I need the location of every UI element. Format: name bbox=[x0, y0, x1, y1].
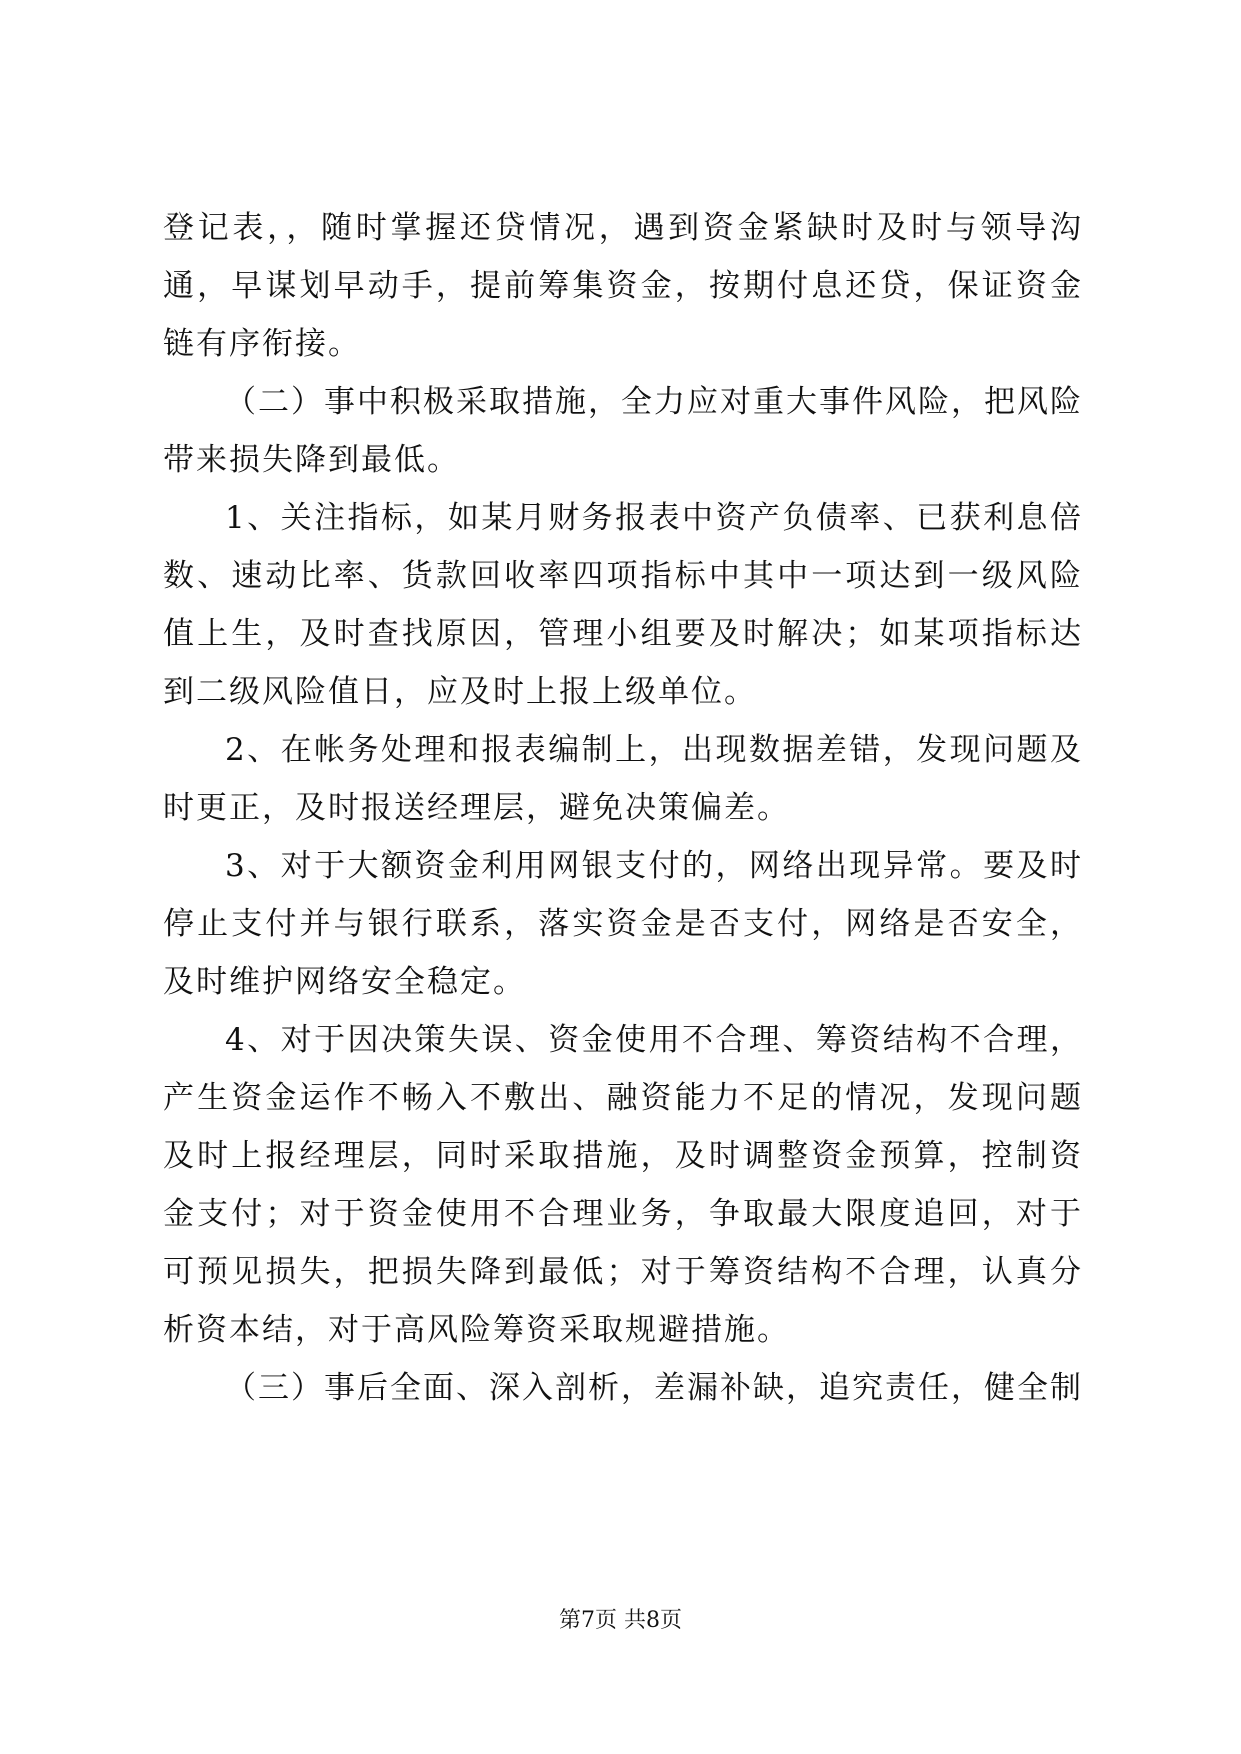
paragraph-item-3: 3、对于大额资金利用网银支付的，网络出现异常。要及时停止支付并与银行联系，落实资金是否支付，网络是否安全，及时维护网络安全稳定。 bbox=[163, 848, 1083, 1000]
paragraph-continuation: 登记表，，随时掌握还贷情况，遇到资金紧缺时及时与领导沟通，早谋划早动手，提前筹集资金，按期付息还贷，保证资金链有序衔接。 bbox=[163, 210, 1083, 362]
paragraph-item-1: 1、关注指标，如某月财务报表中资产负债率、已获利息倍数、速动比率、货款回收率四项指标中其中一项达到一级风险值上生，及时查找原因，管理小组要及时解决；如某项指标达到二级风险值日，应及时上报上级单位。 bbox=[163, 500, 1083, 710]
paragraph-item-2: 2、在帐务处理和报表编制上，出现数据差错，发现问题及时更正，及时报送经理层，避免决策偏差。 bbox=[163, 732, 1083, 826]
page-footer: 第7页 共8页 bbox=[559, 1608, 682, 1633]
document-body bbox=[163, 199, 1083, 1417]
paragraph-section-2-heading: （二）事中积极采取措施，全力应对重大事件风险，把风险带来损失降到最低。 bbox=[163, 384, 1083, 478]
paragraph-item-4: 4、对于因决策失误、资金使用不合理、筹资结构不合理，产生资金运作不畅入不敷出、融资能力不足的情况，发现问题及时上报经理层，同时采取措施，及时调整资金预算，控制资金支付；对于资金使用不合理业务，争取最大限度追回，对于可预见损失，把损失降到最低；对于筹资结构不合理，认真分析资本结，对于高风险筹资采取规避措施。 bbox=[163, 1022, 1083, 1348]
paragraph-section-3-heading: （三）事后全面、深入剖析，差漏补缺，追究责任，健全制 bbox=[225, 1370, 1083, 1406]
